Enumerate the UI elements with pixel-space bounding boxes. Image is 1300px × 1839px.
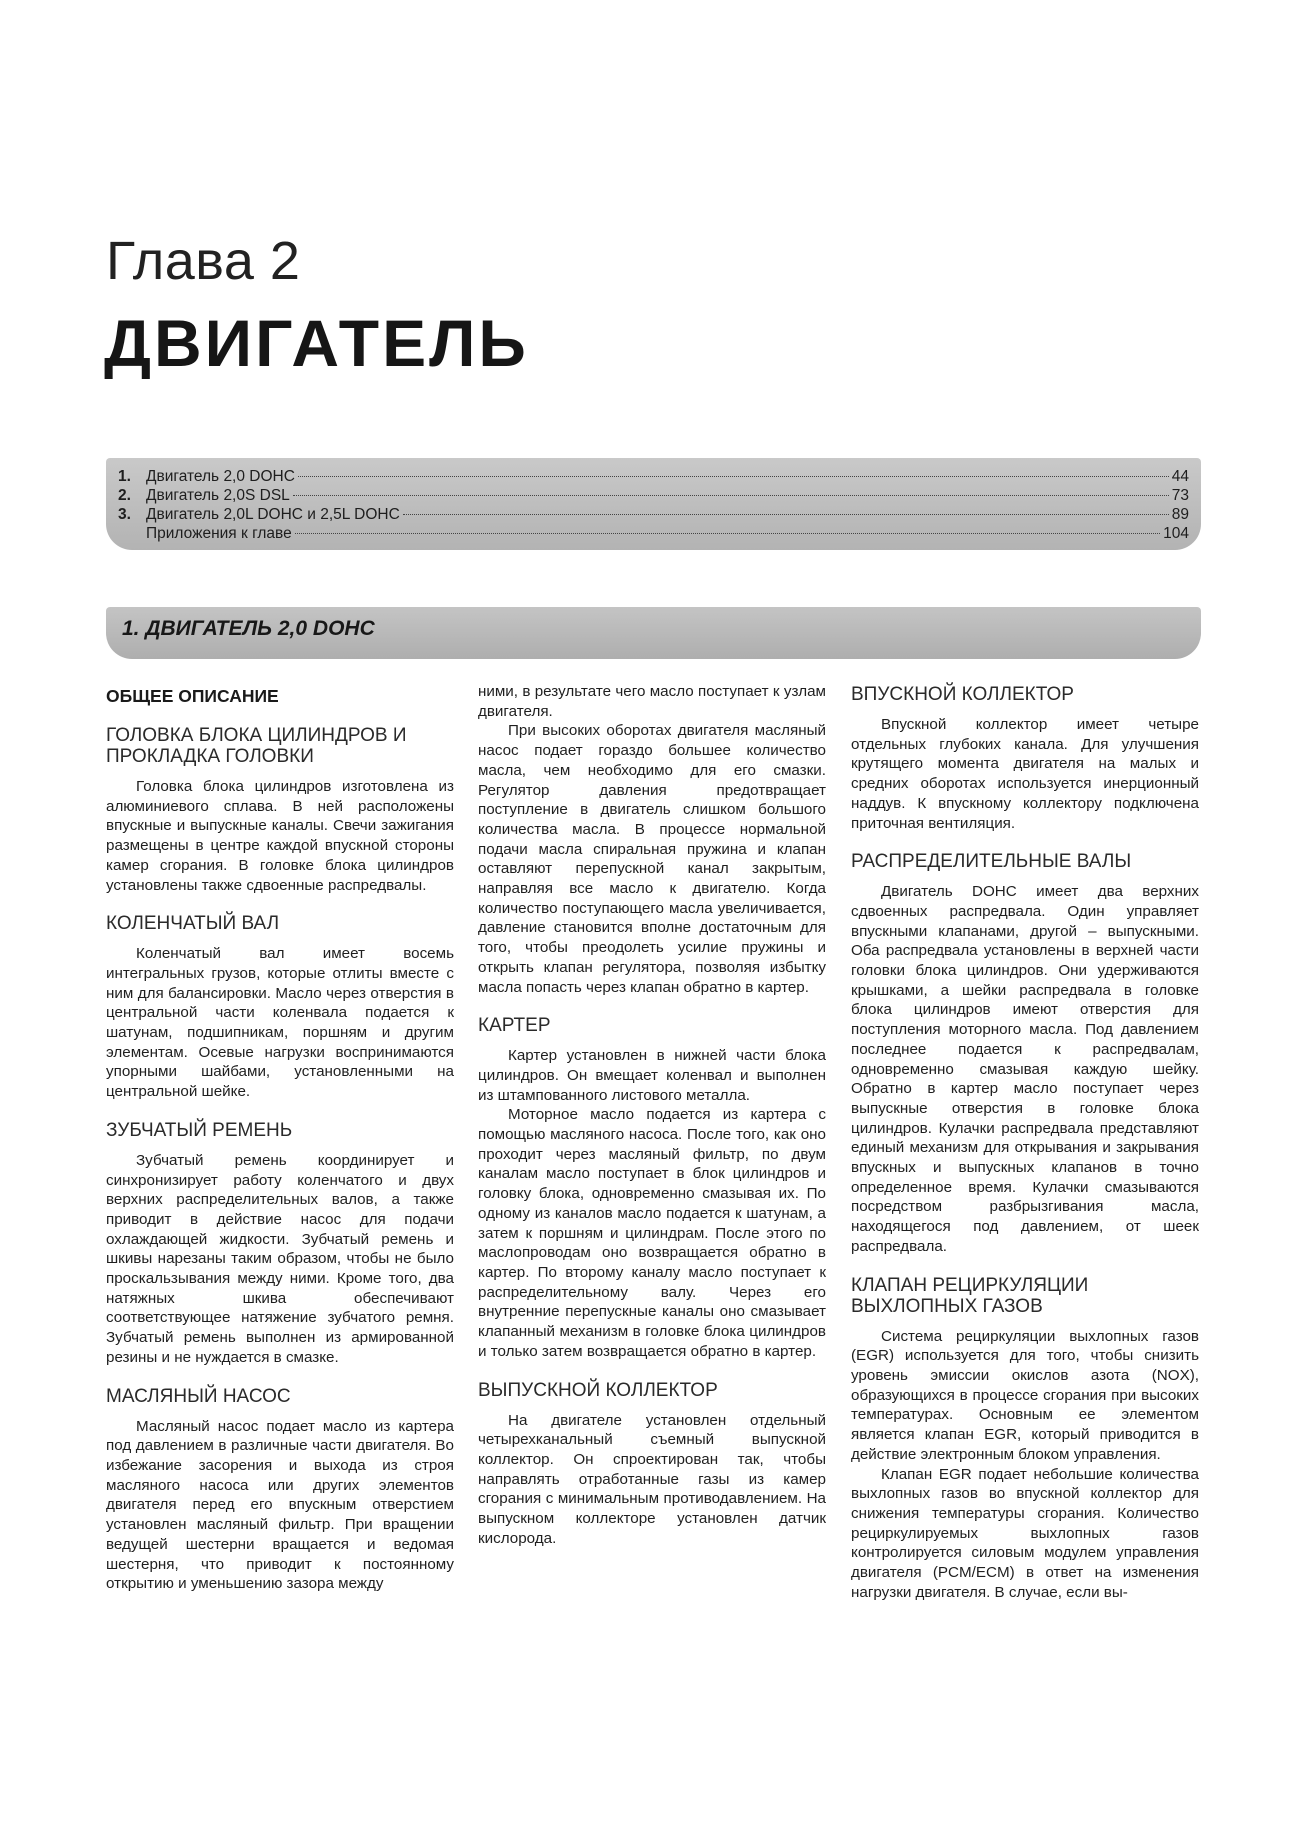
toc-row[interactable] xyxy=(118,468,1189,487)
cylinder-head-heading: ГОЛОВКА БЛОКА ЦИЛИНДРОВ И ПРОКЛАДКА ГОЛОВКИ xyxy=(106,725,407,767)
toc-title: Двигатель 2,0 DOHC xyxy=(146,468,295,485)
crankshaft-heading: КОЛЕНЧАТЫЙ ВАЛ xyxy=(106,913,280,935)
exhaust-manifold-heading: ВЫПУСКНОЙ КОЛЛЕКТОР xyxy=(478,1379,718,1401)
toc-leader-dots xyxy=(403,514,1169,515)
toc-title: Приложения к главе xyxy=(146,525,292,542)
toc-title: Двигатель 2,0L DOHC и 2,5L DOHC xyxy=(146,506,400,523)
oil-pump-heading: МАСЛЯНЫЙ НАСОС xyxy=(106,1385,291,1407)
toc-page: 73 xyxy=(1171,487,1189,504)
chapter-label: Глава 2 xyxy=(106,231,301,291)
general-description-heading: ОБЩЕЕ ОПИСАНИЕ xyxy=(106,686,279,706)
chapter-title: ДВИГАТЕЛЬ xyxy=(104,306,529,380)
table-of-contents xyxy=(106,458,1201,550)
paragraph: Головка блока цилиндров изготовлена из алюминиевого сплава. В ней расположены впускные и выпускные каналы. Свечи зажигания размещены в центре каждой впускной стороны камер сгорания. В головке блока цилиндров установлены также сдвоенные распредвалы. xyxy=(106,778,454,894)
paragraph: Моторное масло подается из картера с помощью масляного насоса. После того, как оно проходит через масляный фильтр, по двум каналам масло поступает в блок цилиндров и головку блока, одновременно смазывая их. По одному из каналов масло подается к шатунам, а затем к поршням и цилиндрам. После этого по маслопроводам оно возвращается обратно в картер. По второму каналу масло поступает к распределительному валу. Через его внутренние перепускные каналы оно смазывает клапанный механизм в головке блока цилиндров и только затем возвращается обратно в картер. xyxy=(478,1106,826,1360)
paragraph: Масляный насос подает масло из картера под давлением в различные части двигателя. Во избежание засорения и выхода из строя масляного насоса или других элементов двигателя перед его впускным отверстием установлен масляный фильтр. При вращении ведущей шестерни вращается и ведомая шестерня, что приводит к постоянному открытию и уменьшению зазора между xyxy=(106,1417,454,1593)
paragraph: Картер установлен в нижней части блока цилиндров. Он вмещает коленвал и выполнен из штампованного листового металла. xyxy=(478,1047,826,1104)
toc-row[interactable] xyxy=(118,506,1189,525)
paragraph: Система рециркуляции выхлопных газов (EGR) используется для того, чтобы снизить уровень эмиссии окислов азота (NOX), образующихся в процессе сгорания при высоких температурах. Основным ее элементом является клапан EGR, который приводится в действие электронным блоком управления. xyxy=(851,1327,1199,1463)
paragraph: Двигатель DOHC имеет два верхних сдвоенных распредвала. Один управляет впускными клапанами, другой – выпускными. Оба распредвала установлены в верхней части головки блока цилиндров. Они удерживаются крышками, а шейки распредвала в головке блока цилиндров имеют отверстия для поступления моторного масла. Под давлением последнее подается к распредвалам, одновременно смазывая каждую шейку. Обратно в картер масло поступает через выпускные отверстия в головке блока цилиндров. Кулачки распредвала представляют единый механизм для открывания и закрывания впускных и выпускных клапанов в точно определенное время. Кулачки смазываются посредством разбрызгивания масла, находящегося под давлением, от шеек распредвала. xyxy=(851,883,1199,1255)
paragraph: При высоких оборотах двигателя масляный насос подает гораздо большее количество масла, чем необходимо для его смазки. Регулятор давления предотвращает поступление в двигатель слишком большого количества масла. В процессе нормальной подачи масла спиральная пружина и клапан оставляют перепускной канал закрытым, направляя все масло к двигателю. Когда количество поступающего масла увеличивается, давление становится вполне достаточным для того, чтобы преодолеть усилие пружины и открыть клапан регулятора, позволяя избытку масла попасть через клапан обратно в картер. xyxy=(478,722,826,996)
camshafts-heading: РАСПРЕДЕЛИТЕЛЬНЫЕ ВАЛЫ xyxy=(851,851,1132,873)
toc-page: 89 xyxy=(1171,506,1189,523)
text-column-3 xyxy=(851,682,1199,1602)
paragraph: Зубчатый ремень координирует и синхронизирует работу коленчатого и двух верхних распределительных валов, а также приводит в действие насос для подачи охлаждающей жидкости. Зубчатый ремень и шкивы нарезаны таким образом, чтобы не было проскальзывания между ними. Кроме того, два натяжных шкива обеспечивают соответствующее натяжение зубчатого ремня. Зубчатый ремень выполнен из армированной резины и не нуждается в смазке. xyxy=(106,1151,454,1366)
toc-page: 104 xyxy=(1163,525,1189,542)
section-title: 1. ДВИГАТЕЛЬ 2,0 DOHC xyxy=(106,607,1201,659)
timing-belt-heading: ЗУБЧАТЫЙ РЕМЕНЬ xyxy=(106,1119,293,1141)
toc-leader-dots xyxy=(295,533,1160,534)
egr-valve-heading: КЛАПАН РЕЦИРКУЛЯЦИИ ВЫХЛОПНЫХ ГАЗОВ xyxy=(851,1274,1089,1317)
paragraph: На двигателе установлен отдельный четырехканальный съемный выпускной коллектор. Он спроектирован так, чтобы направлять отработанные газы из камер сгорания с минимальным противодавлением. На выпускном коллекторе установлен датчик кислорода. xyxy=(478,1411,826,1547)
intake-manifold-heading: ВПУСКНОЙ КОЛЛЕКТОР xyxy=(851,684,1074,705)
oil-sump-heading: КАРТЕР xyxy=(478,1015,551,1037)
toc-number: 3. xyxy=(118,506,131,523)
toc-leader-dots xyxy=(298,476,1169,477)
toc-page: 44 xyxy=(1171,468,1189,485)
toc-title: Двигатель 2,0S DSL xyxy=(146,487,290,504)
text-column-1 xyxy=(106,682,454,1594)
toc-number: 2. xyxy=(118,487,131,504)
paragraph: Коленчатый вал имеет восемь интегральных грузов, которые отлиты вместе с ним для балансировки. Масло через отверстия в центральной части коленвала подается к шатунам, подшипникам, поршням и другим элементам. Осевые нагрузки воспринимаются упорными шайбами, установленными на центральной шейке. xyxy=(106,945,454,1101)
toc-leader-dots xyxy=(293,495,1169,496)
toc-row[interactable] xyxy=(118,525,1189,544)
paragraph: Клапан EGR подает небольшие количества выхлопных газов во впускной коллектор для снижения температуры сгорания. Количество рециркулируемых выхлопных газов контролируется силовым модулем управления двигателя (PCM/ECM) в ответ на изменения нагрузки двигателя. В случае, если вы- xyxy=(851,1465,1199,1601)
toc-number: 1. xyxy=(118,468,131,485)
paragraph: ними, в результате чего масло поступает к узлам двигателя. xyxy=(478,683,826,720)
text-column-2 xyxy=(478,682,826,1548)
paragraph: Впускной коллектор имеет четыре отдельных глубоких канала. Для улучшения крутящего момента двигателя на малых и средних оборотах используется инерционный наддув. К впускному коллектору подключена приточная вентиляция. xyxy=(851,716,1199,832)
toc-row[interactable] xyxy=(118,487,1189,506)
